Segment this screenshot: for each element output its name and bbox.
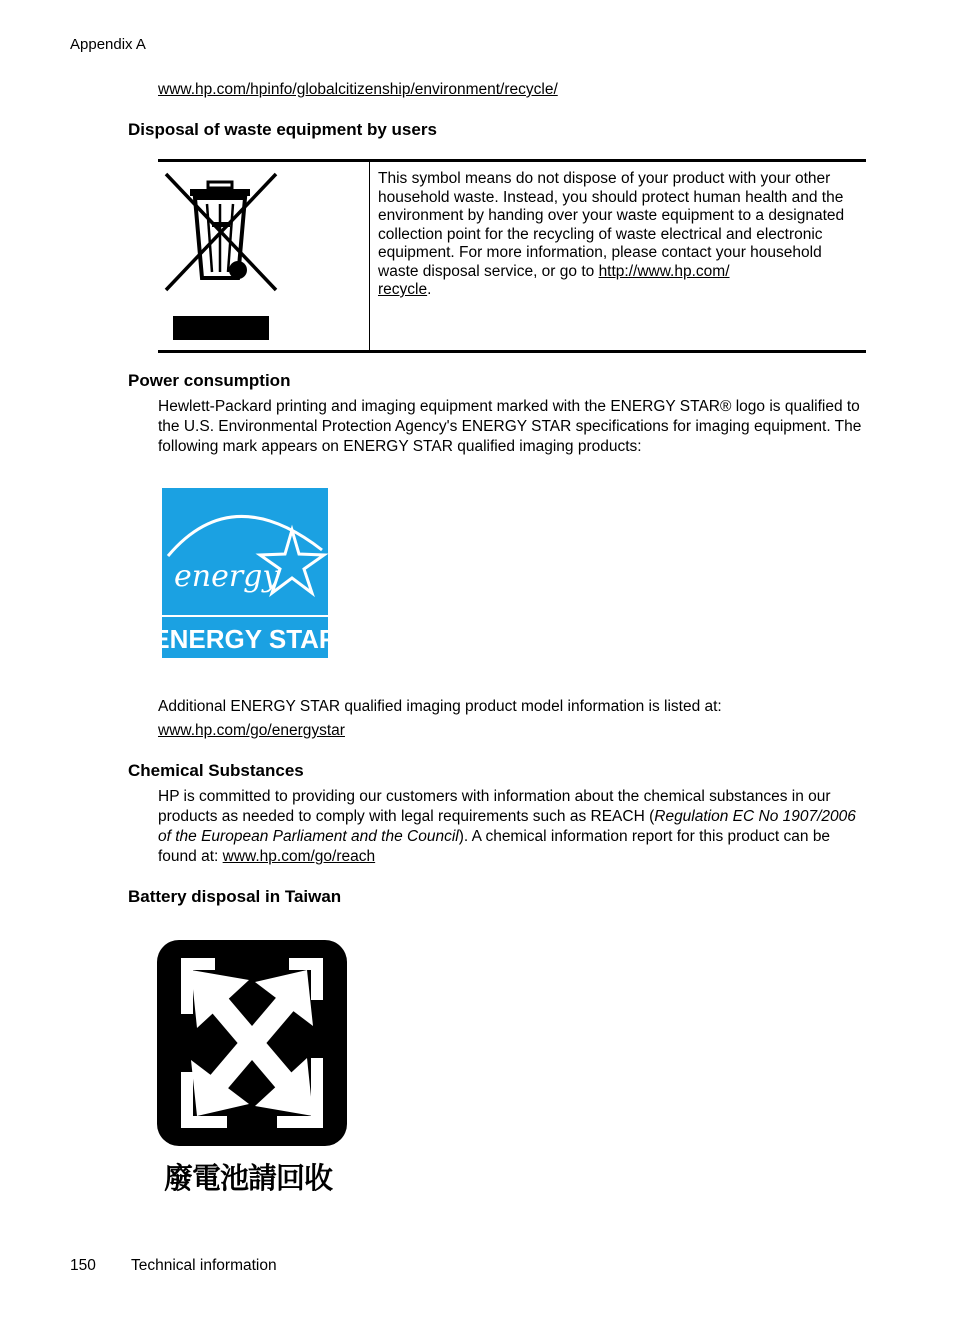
chemical-text-start: HP is committed to providing our customers with information about the chemical substances in our products as needed to comply with legal requirements such as REACH ( <box>158 788 831 825</box>
disposal-heading: Disposal of waste equipment by users <box>128 120 437 139</box>
footer-section: Technical information <box>131 1257 277 1274</box>
chemical-text <box>158 787 870 867</box>
reach-link[interactable]: www.hp.com/go/reach <box>222 848 376 865</box>
hp-recycle-link-cont[interactable]: recycle <box>378 281 428 298</box>
hp-recycle-link[interactable]: http://www.hp.com/ <box>598 262 730 280</box>
disposal-text <box>378 170 860 300</box>
disposal-text-end: . <box>427 281 432 298</box>
energy-additional-text: Additional ENERGY STAR qualified imaging product model information is listed at: <box>158 698 722 715</box>
power-text: Hewlett-Packard printing and imaging equipment marked with the ENERGY STAR® logo is qualified to the U.S. Environmental Protection Agency's ENERGY STAR specifications for imaging equipment. The following mark appears on ENERGY STAR qualified imaging products: <box>158 398 862 455</box>
energy-script-text: energy <box>174 559 280 594</box>
energy-star-logo <box>152 488 338 658</box>
page-number: 150 <box>70 1257 96 1274</box>
recycle-link[interactable]: www.hp.com/hpinfo/globalcitizenship/environment/recycle/ <box>158 81 558 98</box>
chemical-heading: Chemical Substances <box>128 761 304 780</box>
battery-recycle-icon <box>157 940 347 1146</box>
table-divider <box>369 162 370 350</box>
disposal-text-body: This symbol means do not dispose of your product with your other household waste. Instead, you should protect human health and the environment by handing over your waste equipment to a designated collection point for the recycling of waste electrical and electronic equipment. For more information, please contact your household waste disposal service, or go to <box>378 170 845 280</box>
battery-heading: Battery disposal in Taiwan <box>128 887 342 906</box>
energystar-link[interactable]: www.hp.com/go/energystar <box>158 722 345 739</box>
chemical-text-middle: ). A chemical information report for this product can be found at: <box>158 828 831 865</box>
energy-star-label: ENERGY STAR <box>152 624 338 654</box>
reach-regulation: Regulation EC No 1907/2006 of the European Parliament and the Council <box>158 808 856 845</box>
power-heading: Power consumption <box>128 371 291 390</box>
running-head: Appendix A <box>70 36 146 53</box>
crossed-bin-icon <box>164 172 278 344</box>
weee-table <box>158 159 866 353</box>
battery-recycle-caption: 廢電池請回收 <box>164 1161 333 1195</box>
